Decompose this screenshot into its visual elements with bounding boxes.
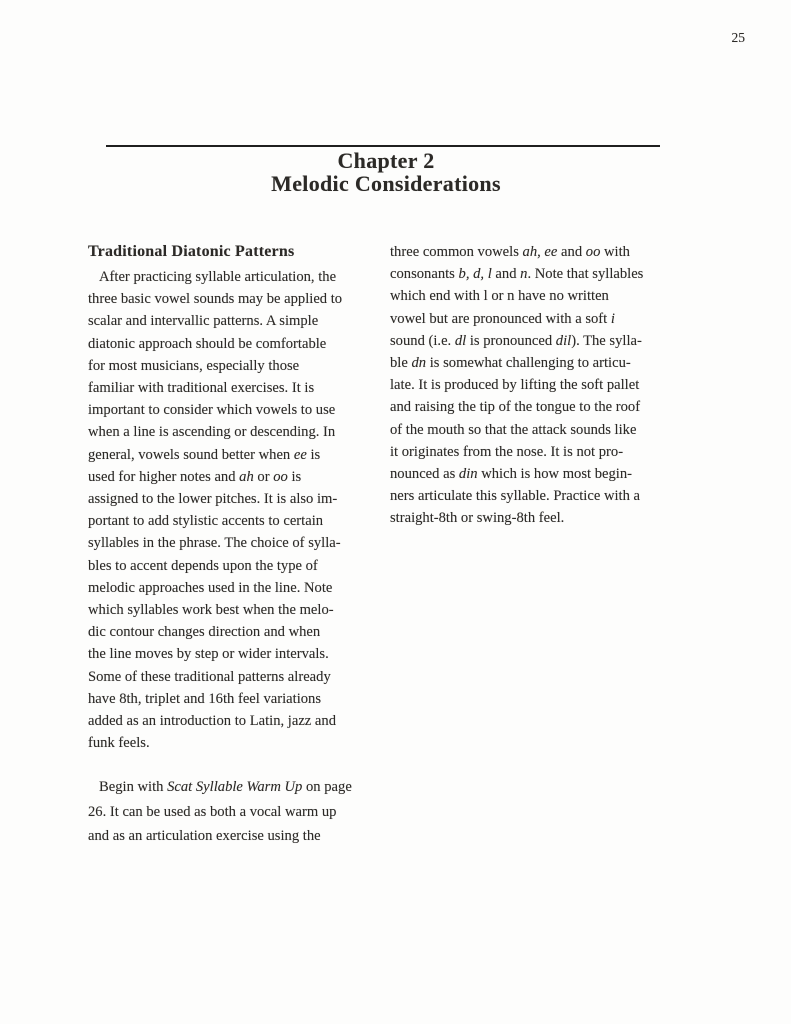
chapter-rule-divider — [106, 145, 660, 147]
text-line: which syllables work best when the melo- — [88, 602, 334, 619]
text-line: portant to add stylistic accents to certain — [88, 513, 324, 530]
text-line: it originates from the nose. It is not pro- — [390, 443, 624, 460]
page-number: 25 — [731, 30, 745, 45]
text-line: After practicing syllable articulation, the — [99, 269, 337, 285]
right-paragraph-1 — [390, 241, 705, 530]
text-line: for most musicians, especially those — [88, 357, 300, 374]
text-line: bles to accent depends upon the type of — [88, 557, 318, 574]
text-line: straight-8th or swing-8th feel. — [390, 510, 565, 527]
text-line: funk feels. — [88, 735, 150, 752]
text-line: nounced as din which is how most begin- — [390, 466, 633, 483]
text-line: vowel but are pronounced with a soft i — [390, 310, 615, 327]
text-line: Begin with Scat Syllable Warm Up on page — [99, 779, 352, 796]
right-column — [390, 241, 705, 530]
text-line: Some of these traditional patterns already — [88, 668, 331, 685]
chapter-heading — [106, 149, 666, 195]
text-line: dic contour changes direction and when — [88, 624, 321, 641]
left-paragraph-1 — [88, 266, 388, 754]
text-line: melodic approaches used in the line. Note — [88, 579, 333, 596]
text-line: assigned to the lower pitches. It is also im- — [88, 491, 338, 508]
text-line: diatonic approach should be comfortable — [88, 335, 327, 352]
text-line: used for higher notes and ah or oo is — [88, 468, 302, 485]
left-paragraph-2 — [88, 775, 388, 849]
text-line: sound (i.e. dl is pronounced dil). The sylla- — [390, 332, 642, 349]
text-line: familiar with traditional exercises. It is — [88, 380, 315, 397]
chapter-title-line1: Chapter 2 — [337, 148, 435, 173]
text-line: late. It is produced by lifting the soft pallet — [390, 377, 640, 394]
text-line: 26. It can be used as both a vocal warm up — [88, 803, 337, 820]
text-line: the line moves by step or wider intervals. — [88, 646, 329, 663]
text-line: of the mouth so that the attack sounds like — [390, 421, 637, 438]
text-line: three common vowels ah, ee and oo with — [390, 244, 630, 260]
left-column — [88, 240, 388, 849]
text-line: consonants b, d, l and n. Note that syllables — [390, 266, 644, 283]
text-line: three basic vowel sounds may be applied to — [88, 291, 343, 308]
section-heading: Traditional Diatonic Patterns — [88, 243, 295, 260]
text-line: and as an articulation exercise using the — [88, 828, 321, 845]
text-line: scalar and intervallic patterns. A simple — [88, 313, 319, 330]
text-line: when a line is ascending or descending. In — [88, 424, 336, 441]
text-line: ble dn is somewhat challenging to articu- — [390, 355, 631, 372]
text-line: which end with l or n have no written — [390, 288, 609, 305]
text-line: syllables in the phrase. The choice of sylla- — [88, 535, 341, 552]
chapter-title-line2: Melodic Considerations — [271, 171, 501, 196]
text-line: ners articulate this syllable. Practice with a — [390, 488, 641, 505]
text-line: general, vowels sound better when ee is — [88, 446, 321, 463]
text-line: added as an introduction to Latin, jazz and — [88, 713, 337, 730]
text-line: important to consider which vowels to use — [88, 402, 336, 419]
text-line: and raising the tip of the tongue to the roof — [390, 399, 641, 416]
text-line: have 8th, triplet and 16th feel variations — [88, 690, 322, 707]
